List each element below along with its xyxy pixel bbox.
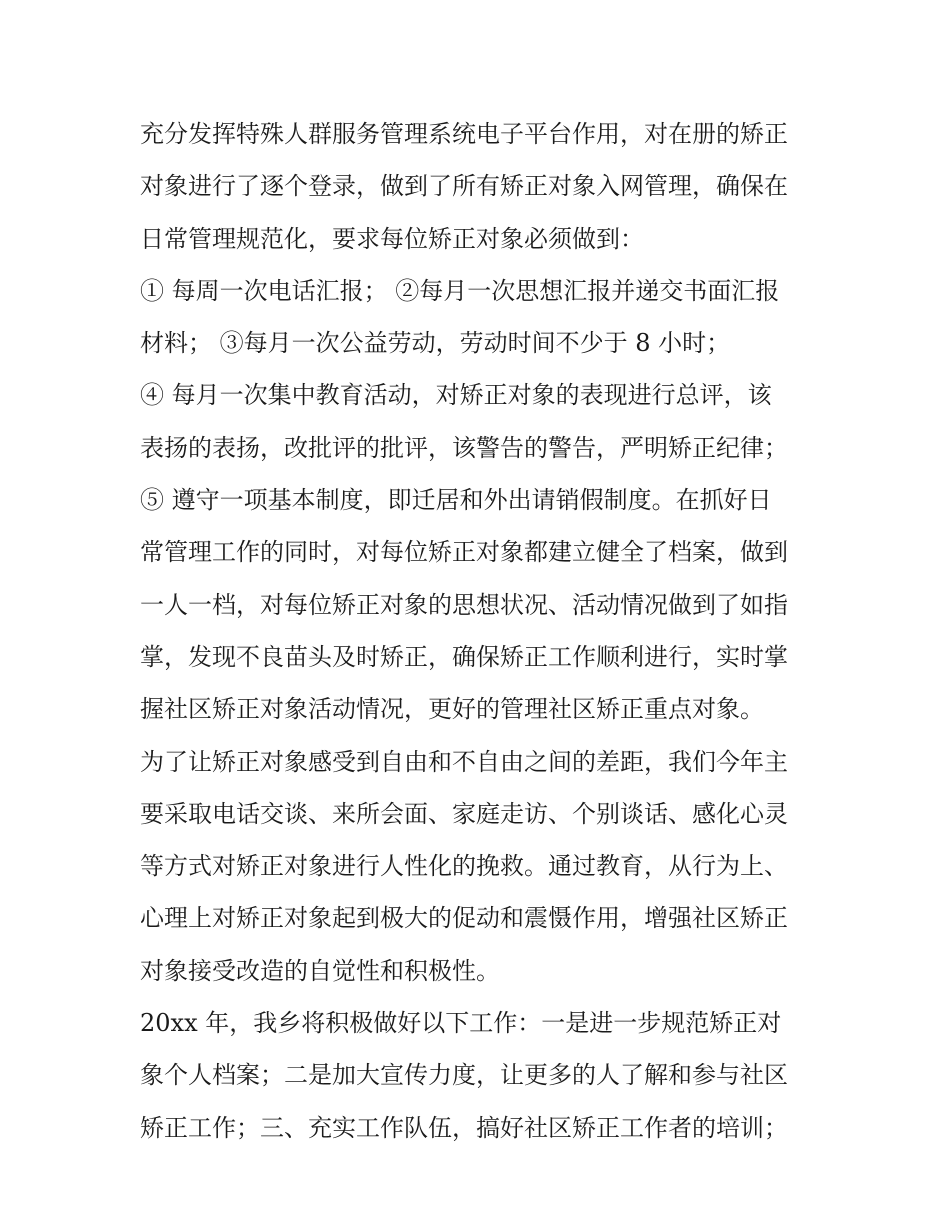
- text-line: 心理上对矫正对象起到极大的促动和震慑作用，增强社区矫正: [140, 904, 788, 933]
- text-line: 等方式对矫正对象进行人性化的挽救。通过教育，从行为上、: [140, 852, 788, 881]
- text-line: 材料； ③每月一次公益劳动，劳动时间不少于 8 小时；: [140, 329, 731, 358]
- text-line: 日常管理规范化，要求每位矫正对象必须做到：: [140, 224, 644, 253]
- text-line: 一人一档，对每位矫正对象的思想状况、活动情况做到了如指: [140, 590, 788, 619]
- text-line: 象个人档案；二是加大宣传力度，让更多的人了解和参与社区: [140, 1061, 788, 1090]
- text-line: ④ 每月一次集中教育活动，对矫正对象的表现进行总评，该: [140, 381, 772, 410]
- body-text: [140, 108, 820, 1154]
- text-line: 对象进行了逐个登录，做到了所有矫正对象入网管理，确保在: [140, 172, 788, 201]
- text-line: 常管理工作的同时，对每位矫正对象都建立健全了档案，做到: [140, 538, 788, 567]
- text-line: ⑤ 遵守一项基本制度，即迁居和外出请销假制度。在抓好日: [140, 486, 772, 515]
- text-line: ① 每周一次电话汇报； ②每月一次思想汇报并递交书面汇报: [140, 276, 780, 305]
- text-line: 20xx 年，我乡将积极做好以下工作：一是进一步规范矫正对: [140, 1009, 782, 1038]
- text-line: 矫正工作；三、充实工作队伍，搞好社区矫正工作者的培训；: [140, 1113, 788, 1142]
- text-line: 充分发挥特殊人群服务管理系统电子平台作用，对在册的矫正: [140, 120, 788, 148]
- text-line: 要采取电话交谈、来所会面、家庭走访、个别谈话、感化心灵: [140, 799, 788, 828]
- text-line: 为了让矫正对象感受到自由和不自由之间的差距，我们今年主: [140, 747, 788, 776]
- text-line: 掌，发现不良苗头及时矫正，确保矫正工作顺利进行，实时掌: [140, 642, 788, 671]
- text-line: 握社区矫正对象活动情况，更好的管理社区矫正重点对象。: [140, 695, 764, 724]
- text-line: 对象接受改造的自觉性和积极性。: [140, 956, 500, 985]
- text-line: 表扬的表扬，改批评的批评，该警告的警告，严明矫正纪律；: [140, 433, 788, 462]
